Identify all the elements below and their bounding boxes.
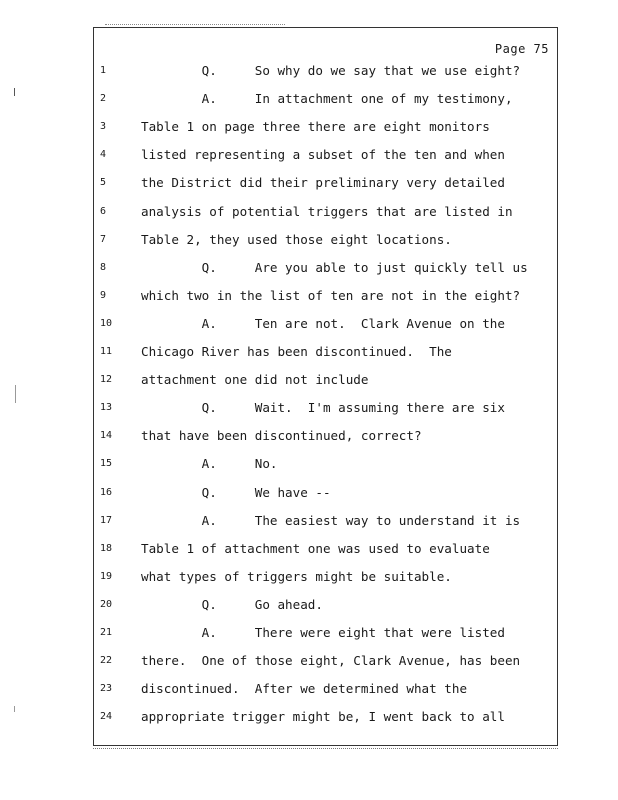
page-number: Page 75 [494, 42, 549, 56]
line-text: discontinued. After we determined what the [141, 681, 468, 697]
line-text: A. There were eight that were listed [141, 625, 505, 640]
line-number: 1 [100, 65, 107, 76]
line-number: 17 [100, 514, 113, 526]
transcript-line [94, 679, 557, 699]
line-text: Q. Wait. I'm assuming there are six [141, 400, 505, 416]
line-text: attachment one did not include [141, 372, 369, 388]
transcript-page [93, 27, 558, 746]
line-text: A. Ten are not. Clark Avenue on the [141, 315, 505, 331]
line-text: which two in the list of ten are not in the eight? [141, 287, 521, 303]
line-number: 10 [100, 317, 113, 329]
transcript-line [94, 511, 557, 531]
line-number: 5 [100, 177, 107, 189]
line-number: 12 [100, 374, 113, 386]
margin-scan-mark [14, 88, 15, 96]
line-number: 13 [100, 402, 113, 414]
margin-scan-mark [15, 385, 16, 403]
line-text: Table 1 of attachment one was used to evaluate [141, 540, 490, 556]
transcript-line [94, 651, 557, 671]
line-text: Q. We have -- [141, 484, 331, 500]
transcript-line [94, 314, 557, 334]
transcript-line [94, 89, 557, 109]
line-number: 18 [100, 542, 113, 554]
margin-scan-mark [14, 706, 15, 712]
line-number: 22 [100, 655, 113, 667]
transcript-line [94, 454, 557, 474]
line-number: 8 [100, 261, 107, 273]
bottom-scan-rule [93, 748, 558, 749]
line-number: 16 [100, 486, 113, 498]
line-text: A. No. [141, 456, 278, 472]
transcript-line [94, 623, 557, 643]
transcript-line [94, 286, 557, 306]
transcript-line [94, 342, 557, 362]
line-text: Q. Go ahead. [141, 596, 323, 612]
line-number: 4 [100, 149, 107, 161]
line-text: Table 1 on page three there are eight monitors [141, 119, 490, 135]
line-text: A. The easiest way to understand it is [141, 512, 521, 528]
line-number: 19 [100, 570, 113, 582]
line-text: appropriate trigger might be, I went back to all [141, 709, 505, 725]
line-text: there. One of those eight, Clark Avenue, has been [141, 653, 521, 669]
transcript-line [94, 230, 557, 250]
transcript-line [94, 258, 557, 278]
transcript-line [94, 595, 557, 615]
line-text: listed representing a subset of the ten and when [141, 147, 505, 163]
line-number: 23 [100, 683, 113, 695]
line-number: 20 [100, 598, 113, 610]
line-number: 3 [100, 121, 107, 133]
transcript-line [94, 426, 557, 446]
line-number: 21 [100, 627, 113, 638]
transcript-line [94, 117, 557, 137]
line-text: Q. Are you able to just quickly tell us [141, 259, 528, 275]
transcript-line [94, 539, 557, 559]
line-text: analysis of potential triggers that are listed in [141, 203, 513, 219]
line-text: what types of triggers might be suitable. [141, 568, 452, 584]
transcript-line [94, 61, 557, 81]
transcript-line [94, 707, 557, 727]
line-text: Chicago River has been discontinued. The [141, 344, 452, 359]
line-number: 7 [100, 233, 107, 245]
transcript-line [94, 145, 557, 165]
line-text: Q. So why do we say that we use eight? [141, 63, 521, 78]
line-number: 14 [100, 430, 113, 442]
line-number: 11 [100, 346, 113, 357]
line-number: 9 [100, 289, 107, 301]
transcript-line [94, 567, 557, 587]
line-text: Table 2, they used those eight locations. [141, 231, 452, 247]
line-text: A. In attachment one of my testimony, [141, 91, 513, 107]
line-text: that have been discontinued, correct? [141, 428, 422, 444]
line-number: 15 [100, 458, 113, 470]
transcript-line [94, 202, 557, 222]
line-number: 6 [100, 205, 107, 217]
transcript-line [94, 483, 557, 503]
transcript-line [94, 398, 557, 418]
line-number: 24 [100, 711, 113, 723]
line-number: 2 [100, 93, 107, 105]
transcript-line [94, 370, 557, 390]
line-text: the District did their preliminary very detailed [141, 175, 505, 191]
transcript-line [94, 173, 557, 193]
top-scan-rule [105, 24, 285, 25]
